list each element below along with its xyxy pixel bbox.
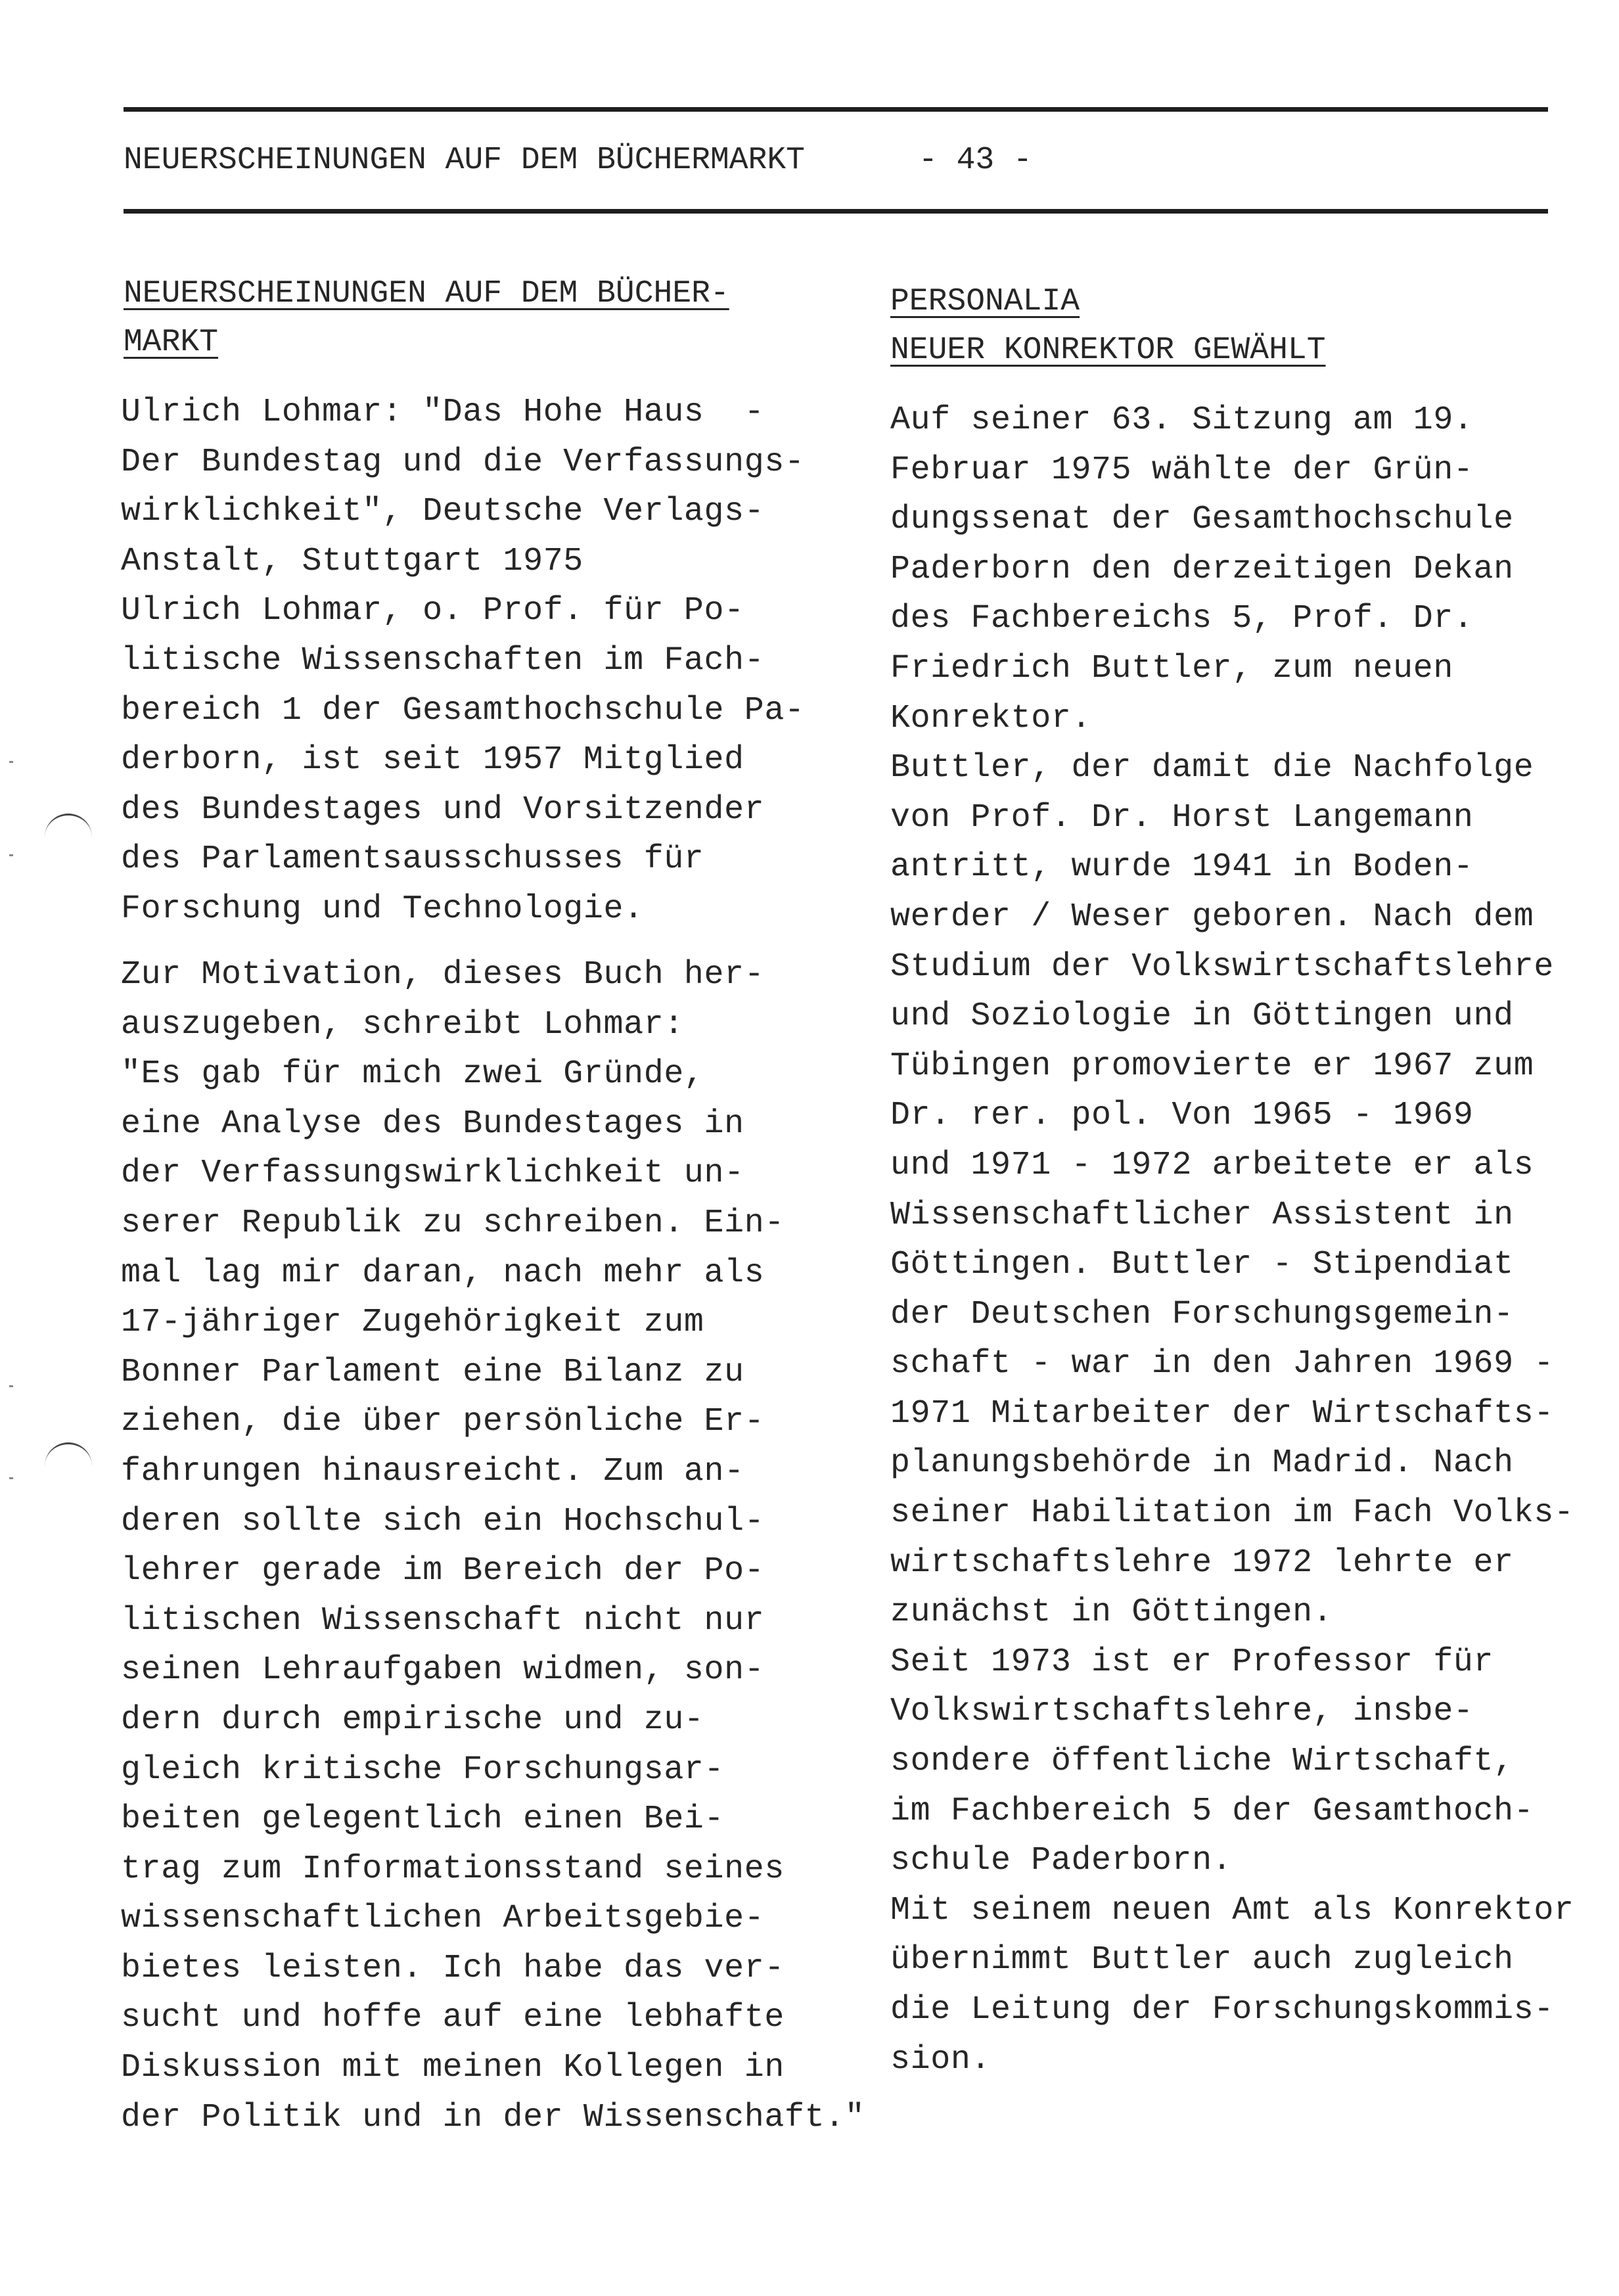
text-line: und 1971 - 1972 arbeitete er als (890, 1146, 1534, 1184)
heading-line: NEUERSCHEINUNGEN AUF DEM BÜCHER- (124, 276, 729, 311)
text-line: trag zum Informationsstand seines (121, 1850, 785, 1888)
text-line: derborn, ist seit 1957 Mitglied (121, 741, 744, 779)
text-line: planungsbehörde in Madrid. Nach (890, 1444, 1514, 1482)
text-line: bietes leisten. Ich habe das ver- (121, 1949, 785, 1987)
text-line: des Parlamentsausschusses für (121, 840, 704, 879)
text-line: bereich 1 der Gesamthochschule Pa- (121, 691, 805, 729)
text-line: Friedrich Buttler, zum neuen (890, 649, 1453, 687)
text-line: im Fachbereich 5 der Gesamthoch- (890, 1792, 1534, 1830)
text-line: Bonner Parlament eine Bilanz zu (121, 1353, 744, 1391)
punch-hole-mark (45, 814, 92, 844)
text-line: deren sollte sich ein Hochschul- (121, 1502, 765, 1540)
text-line: des Fachbereichs 5, Prof. Dr. (890, 600, 1474, 638)
right-article-heading (890, 277, 1326, 375)
text-line: der Verfassungswirklichkeit un- (121, 1155, 744, 1193)
margin-speck (9, 1385, 13, 1387)
text-line: litischen Wissenschaft nicht nur (121, 1601, 765, 1640)
text-line: schule Paderborn. (890, 1842, 1233, 1880)
text-line: Auf seiner 63. Sitzung am 19. (890, 402, 1474, 439)
text-line: mal lag mir daran, nach mehr als (121, 1254, 765, 1292)
text-line: Studium der Volkswirtschaftslehre (890, 948, 1554, 986)
text-line: 17-jähriger Zugehörigkeit zum (121, 1304, 704, 1342)
text-line: Volkswirtschaftslehre, insbe- (890, 1693, 1474, 1731)
book-citation-paragraph (121, 388, 805, 934)
heading-line: NEUER KONREKTOR GEWÄHLT (890, 333, 1326, 368)
text-line: des Bundestages und Vorsitzender (121, 791, 765, 829)
text-line: litische Wissenschaften im Fach- (121, 641, 765, 679)
text-line: beiten gelegentlich einen Bei- (121, 1801, 725, 1839)
text-line: gleich kritische Forschungsar- (121, 1751, 725, 1789)
text-line: Anstalt, Stuttgart 1975 (121, 542, 583, 580)
text-line: Ulrich Lohmar: "Das Hohe Haus - (121, 394, 765, 431)
quote-paragraph (121, 950, 865, 2142)
text-line: Februar 1975 wählte der Grün- (890, 451, 1474, 489)
text-line: der Politik und in der Wissenschaft." (121, 2098, 865, 2136)
text-line: schaft - war in den Jahren 1969 - (890, 1345, 1554, 1383)
header-rule-bottom (124, 209, 1548, 214)
text-line: wirklichkeit", Deutsche Verlags- (121, 493, 765, 531)
text-line: antritt, wurde 1941 in Boden- (890, 848, 1474, 886)
text-line: eine Analyse des Bundestages in (121, 1105, 744, 1143)
text-line: Mit seinem neuen Amt als Konrektor (890, 1891, 1574, 1929)
text-line: Göttingen. Buttler - Stipendiat (890, 1246, 1514, 1284)
margin-speck (9, 761, 13, 763)
text-line: seiner Habilitation im Fach Volks- (890, 1494, 1574, 1532)
margin-speck (9, 854, 13, 856)
text-line: dungssenat der Gesamthochschule (890, 501, 1514, 539)
text-line: der Deutschen Forschungsgemein- (890, 1295, 1514, 1333)
left-article-heading (124, 269, 729, 367)
text-line: Forschung und Technologie. (121, 890, 644, 928)
text-line: von Prof. Dr. Horst Langemann (890, 798, 1474, 837)
text-line: lehrer gerade im Bereich der Po- (121, 1552, 765, 1590)
text-line: die Leitung der Forschungskommis- (890, 1991, 1554, 2029)
text-line: ziehen, die über persönliche Er- (121, 1403, 765, 1441)
text-line: zunächst in Göttingen. (890, 1594, 1333, 1632)
text-line: Zur Motivation, dieses Buch her- (121, 956, 765, 994)
heading-line: MARKT (124, 325, 219, 360)
text-line: Der Bundestag und die Verfassungs- (121, 443, 805, 481)
heading-line: PERSONALIA (890, 284, 1080, 319)
header-rule-top (124, 107, 1548, 112)
text-line: Paderborn den derzeitigen Dekan (890, 550, 1514, 588)
running-title: NEUERSCHEINUNGEN AUF DEM BÜCHERMARKT (124, 143, 805, 178)
punch-hole-mark (45, 1442, 92, 1473)
text-line: und Soziologie in Göttingen und (890, 998, 1514, 1036)
text-line: Diskussion mit meinen Kollegen in (121, 2049, 785, 2087)
text-line: 1971 Mitarbeiter der Wirtschafts- (890, 1394, 1554, 1433)
text-line: seinen Lehraufgaben widmen, son- (121, 1651, 765, 1689)
text-line: serer Republik zu schreiben. Ein- (121, 1204, 785, 1242)
page-number: - 43 - (919, 143, 1032, 178)
text-line: Dr. rer. pol. Von 1965 - 1969 (890, 1097, 1474, 1135)
text-line: Konrektor. (890, 699, 1092, 737)
text-line: wirtschaftslehre 1972 lehrte er (890, 1544, 1514, 1582)
text-line: fahrungen hinausreicht. Zum an- (121, 1452, 744, 1490)
text-line: Ulrich Lohmar, o. Prof. für Po- (121, 592, 744, 630)
text-line: werder / Weser geboren. Nach dem (890, 898, 1534, 936)
text-line: Tübingen promovierte er 1967 zum (890, 1047, 1534, 1085)
margin-speck (9, 1477, 13, 1479)
konrektor-article-body (890, 396, 1574, 2084)
text-line: Wissenschaftlicher Assistent in (890, 1196, 1514, 1234)
text-line: Seit 1973 ist er Professor für (890, 1643, 1494, 1681)
text-line: sucht und hoffe auf eine lebhafte (121, 1999, 785, 2037)
text-line: auszugeben, schreibt Lohmar: (121, 1005, 684, 1044)
text-line: wissenschaftlichen Arbeitsgebie- (121, 1900, 765, 1938)
text-line: Buttler, der damit die Nachfolge (890, 749, 1534, 787)
text-line: sion. (890, 2040, 992, 2078)
text-line: dern durch empirische und zu- (121, 1701, 704, 1739)
text-line: "Es gab für mich zwei Gründe, (121, 1055, 704, 1093)
text-line: sondere öffentliche Wirtschaft, (890, 1743, 1514, 1781)
text-line: übernimmt Buttler auch zugleich (890, 1941, 1514, 1979)
